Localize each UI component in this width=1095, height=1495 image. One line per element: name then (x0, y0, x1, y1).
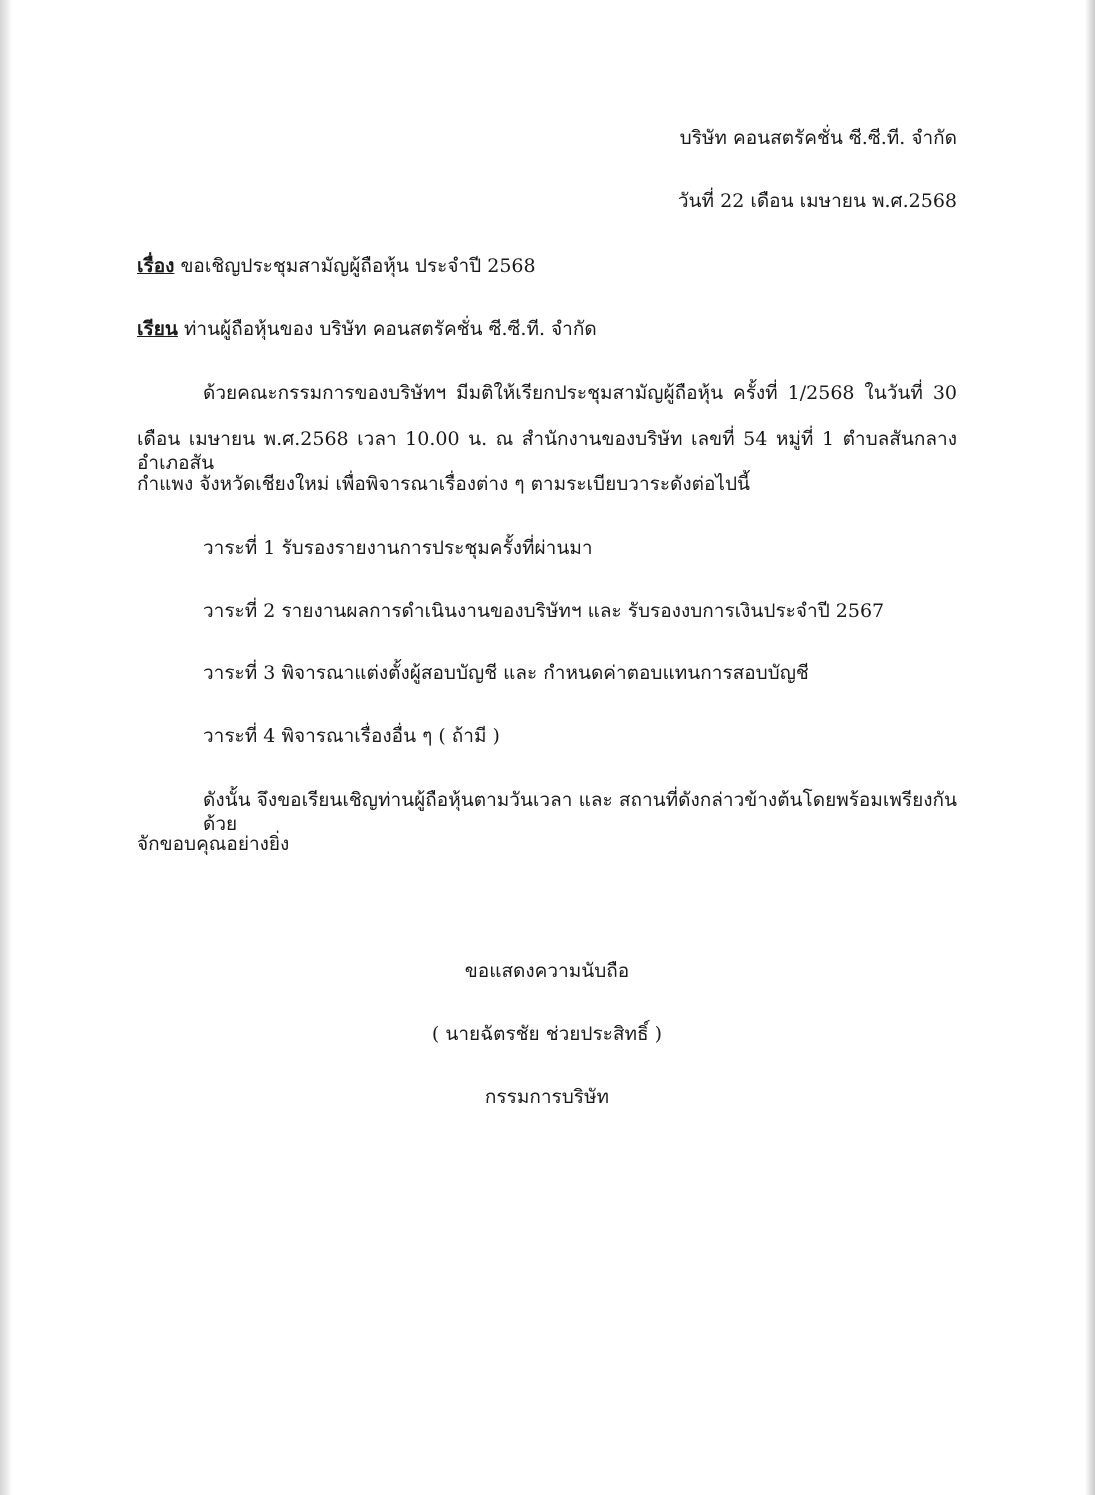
recipient-line (137, 317, 957, 341)
signer-name: ( นายฉัตรชัย ช่วยประสิทธิ์ ) (431, 1023, 663, 1045)
agenda-item-3: วาระที่ 3 พิจารณาแต่งตั้งผู้สอบบัญชี และ กำหนดค่าตอบแทนการสอบบัญชี (203, 662, 809, 684)
letter-page (137, 0, 957, 1495)
regards-text: ขอแสดงความนับถือ (464, 960, 630, 982)
subject-label: เรื่อง (137, 255, 175, 277)
viewer-right-edge (1085, 0, 1095, 1495)
company-header: บริษัท คอนสตรัคชั่น ซี.ซี.ที. จำกัด (679, 127, 957, 149)
letter-date: วันที่ 22 เดือน เมษายน พ.ศ.2568 (677, 190, 957, 212)
agenda-item-4: วาระที่ 4 พิจารณาเรื่องอื่น ๆ ( ถ้ามี ) (203, 725, 500, 747)
subject-line (137, 254, 957, 278)
closing-line-2: จักขอบคุณอย่างยิ่ง (137, 833, 290, 855)
subject-text: ขอเชิญประชุมสามัญผู้ถือหุ้น ประจำปี 2568 (180, 255, 536, 277)
viewer-left-edge (0, 0, 12, 1495)
body-line-2: เดือน เมษายน พ.ศ.2568 เวลา 10.00 น. ณ สำนักงานของบริษัท เลขที่ 54 หมู่ที่ 1 ตำบลสันกลาง อำเภอสัน (137, 428, 957, 474)
body-line-3: กำแพง จังหวัดเชียงใหม่ เพื่อพิจารณาเรื่องต่าง ๆ ตามระเบียบวาระดังต่อไปนี้ (137, 473, 750, 495)
signer-title: กรรมการบริษัท (484, 1086, 610, 1108)
recipient-label: เรียน (137, 318, 178, 340)
agenda-item-2: วาระที่ 2 รายงานผลการดำเนินงานของบริษัทฯ และ รับรองงบการเงินประจำปี 2567 (203, 600, 885, 622)
recipient-text: ท่านผู้ถือหุ้นของ บริษัท คอนสตรัคชั่น ซี.ซี.ที. จำกัด (183, 318, 597, 340)
closing-line-1: ดังนั้น จึงขอเรียนเชิญท่านผู้ถือหุ้นตามวันเวลา และ สถานที่ดังกล่าวข้างต้นโดยพร้อมเพรียงกันด้วย (203, 789, 957, 835)
agenda-item-1: วาระที่ 1 รับรองรายงานการประชุมครั้งที่ผ่านมา (203, 537, 593, 559)
body-line-1: ด้วยคณะกรรมการของบริษัทฯ มีมติให้เรียกประชุมสามัญผู้ถือหุ้น ครั้งที่ 1/2568 ในวันที่ 30 (203, 382, 957, 404)
